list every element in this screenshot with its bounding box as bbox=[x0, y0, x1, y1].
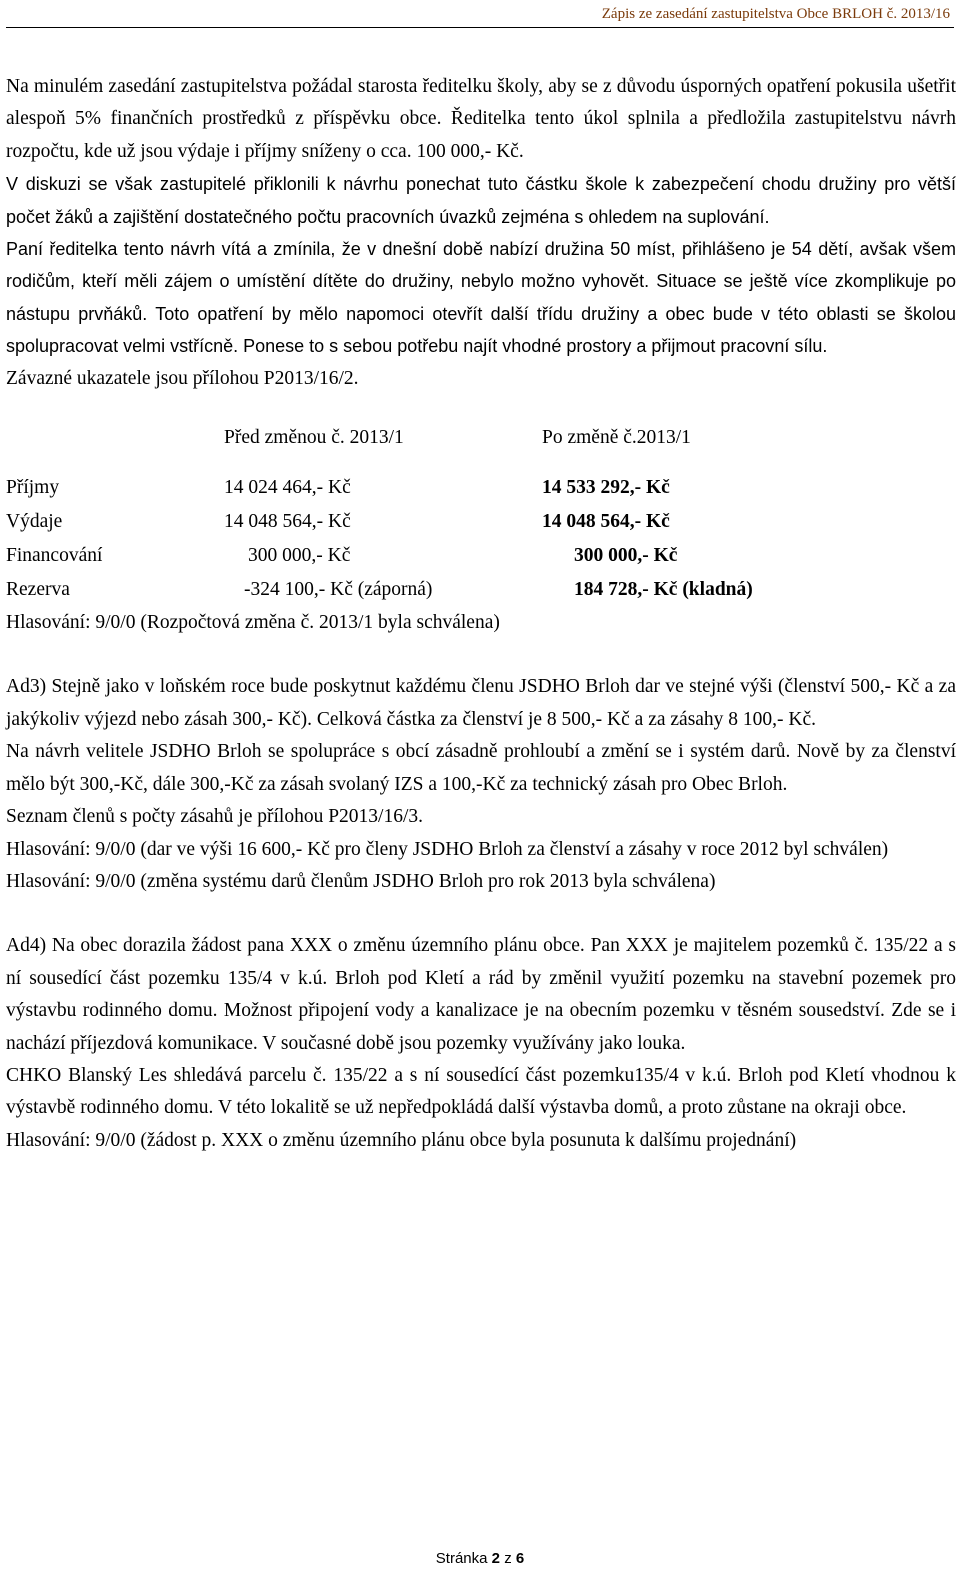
budget-header-row bbox=[6, 421, 753, 455]
budget-row-label: Financování bbox=[6, 544, 103, 566]
paragraph-school-savings: Na minulém zasedání zastupitelstva požádal starosta ředitelku školy, aby se z důvodu úsporných opatření pokusila ušetřit alespoň 5% finančních prostředků z příspěvku obce. Ředitelka tento úkol splnila a předložila zastupitelstvu návrh rozpočtu, kde už jsou výdaje i příjmy sníženy o cca. 100 000,- Kč. bbox=[6, 76, 956, 162]
ad3-members-list: Seznam členů s počty zásahů je přílohou P2013/16/3. bbox=[6, 806, 424, 828]
budget-header-label bbox=[6, 421, 224, 455]
footer-page-total: 6 bbox=[515, 1550, 525, 1567]
budget-row-after: 184 728,- Kč (kladná) bbox=[574, 578, 753, 600]
budget-row-expenses bbox=[6, 505, 753, 539]
running-header: Zápis ze zasedání zastupitelstva Obce BRLOH č. 2013/16 bbox=[601, 6, 950, 22]
budget-row-before: 14 048 564,- Kč bbox=[224, 510, 351, 532]
budget-row-after: 300 000,- Kč bbox=[574, 544, 678, 566]
header-rule bbox=[6, 27, 954, 28]
budget-row-label: Výdaje bbox=[6, 510, 63, 532]
budget-row-before: 300 000,- Kč bbox=[248, 544, 351, 566]
budget-header-before: Před změnou č. 2013/1 bbox=[224, 426, 404, 448]
ad4-chko: CHKO Blanský Les shledává parcelu č. 135/22 a s ní sousedící část pozemku135/4 v k.ú. Brloh pod Kletí vhodnou k výstavbě rodinného domu. V této lokalitě se už nepředpokládá další výstavba domů, a proto zůstane na okraji obce. bbox=[6, 1064, 956, 1119]
ad3-vote-gift: Hlasování: 9/0/0 (dar ve výši 16 600,- Kč pro členy JSDHO Brloh za členství a zásahy v roce 2012 byl schválen) bbox=[6, 838, 889, 860]
ad3-new-system: Na návrh velitele JSDHO Brloh se spolupráce s obcí zásadně prohloubí a změní se i systém darů. Nově by za členství mělo být 300,-Kč, dále 300,-Kč za zásah svolaný IZS a 100,-Kč za technický zásah pro Obec Brloh. bbox=[6, 741, 956, 795]
budget-row-label: Příjmy bbox=[6, 476, 60, 498]
ad4-paragraph: Ad4) Na obec dorazila žádost pana XXX o změnu územního plánu obce. Pan XXX je majitelem pozemků č. 135/22 a s ní sousedící část pozemku 135/4 v k.ú. Brloh pod Kletí a rád by změnil využití pozemku na stavební pozemek pro výstavbu rodinného domu. Možnost připojení vody a kanalizace je na obecním pozemku v těsném sousedství. Zde se i nachází příjezdová komunikace. V současné době jsou pozemky využívány jako louka. bbox=[6, 935, 956, 1054]
footer-of-word: z bbox=[504, 1550, 512, 1567]
budget-row-after: 14 048 564,- Kč bbox=[542, 510, 670, 532]
budget-row-before: -324 100,- Kč (záporná) bbox=[244, 578, 433, 600]
footer-page-number: 2 bbox=[491, 1550, 501, 1567]
page-footer bbox=[0, 1550, 960, 1567]
budget-table bbox=[6, 421, 753, 607]
budget-vote: Hlasování: 9/0/0 (Rozpočtová změna č. 2013/1 byla schválena) bbox=[6, 612, 500, 634]
budget-row-financing bbox=[6, 539, 753, 573]
footer-page-word: Stránka bbox=[435, 1550, 488, 1567]
budget-row-after: 14 533 292,- Kč bbox=[542, 476, 670, 498]
budget-row-label: Rezerva bbox=[6, 578, 70, 600]
paragraph-director: Paní ředitelka tento návrh vítá a zmínila, že v dnešní době nabízí družina 50 míst, přihlášeno je 54 dětí, avšak všem rodičům, kteří měli zájem o umístění dítěte do družiny, nebylo možno vyhovět. Situace se ještě více zkomplikuje po nástupu prvňáků. Toto opatření by mělo napomoci otevřít další třídu družiny a obec bude v této oblasti se školou spolupracovat velmi vstřícně. Ponese to s sebou potřebu najít vhodné prostory a přijmout pracovní sílu. bbox=[6, 239, 956, 357]
budget-row-income bbox=[6, 471, 753, 505]
ad4-vote: Hlasování: 9/0/0 (žádost p. XXX o změnu územního plánu obce byla posunuta k dalšímu projednání) bbox=[6, 1129, 797, 1151]
budget-row-before: 14 024 464,- Kč bbox=[224, 476, 351, 498]
ad3-paragraph: Ad3) Stejně jako v loňském roce bude poskytnut každému členu JSDHO Brloh dar ve stejné výši (členství 500,- Kč a za jakýkoliv výjezd nebo zásah 300,- Kč). Celková částka za členství je 8 500,- Kč a za zásahy 8 100,- Kč. bbox=[6, 676, 956, 730]
paragraph-discussion: V diskuzi se však zastupitelé přiklonili k návrhu ponechat tuto částku škole k zabezpečení chodu družiny pro větší počet žáků a zajištění dostatečného počtu pracovních úvazků zejména s ohledem na suplování. bbox=[6, 174, 956, 227]
ad3-vote-system: Hlasování: 9/0/0 (změna systému darů členům JSDHO Brloh pro rok 2013 byla schválena) bbox=[6, 870, 716, 892]
budget-header-after: Po změně č.2013/1 bbox=[542, 426, 691, 448]
paragraph-indicators: Závazné ukazatele jsou přílohou P2013/16/2. bbox=[6, 367, 359, 389]
document-body bbox=[6, 71, 956, 1157]
budget-row-reserve bbox=[6, 573, 753, 607]
